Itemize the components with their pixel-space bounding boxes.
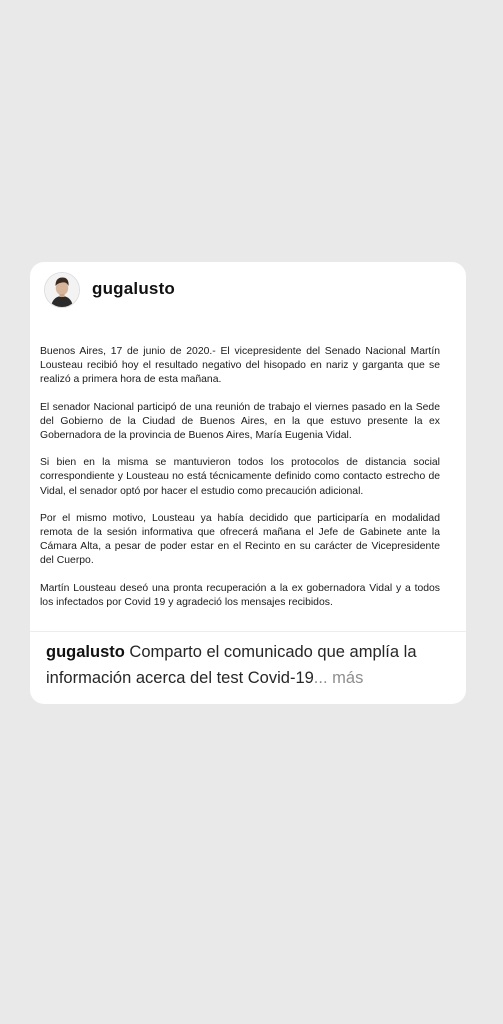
post-paragraph: Martín Lousteau deseó una pronta recuperación a la ex gobernadora Vidal y a todos los infectados por Covid 19 y agradeció los mensajes recibidos. (40, 582, 440, 608)
post-username[interactable]: gugalusto (92, 279, 176, 298)
post-image-text (40, 345, 440, 623)
more-link[interactable]: más (332, 669, 364, 687)
post-paragraph: Buenos Aires, 17 de junio de 2020.- El vicepresidente del Senado Nacional Martín Lousteau recibió hoy el resultado negativo del hisopado en nariz y garganta que se realizó a primera hora de esta mañana. (40, 346, 440, 386)
caption-text: Comparto el comunicado que amplía la información acerca del test Covid-19 (46, 643, 417, 687)
post-paragraph: Si bien en la misma se mantuvieron todos los protocolos de distancia social correspondiente y Lousteau no está técnicamente definido como contacto estrecho de Vidal, el senador optó por hacer el estudio como precaución adicional. (40, 457, 440, 497)
divider (30, 631, 466, 632)
post-header (30, 262, 466, 318)
profile-photo-icon[interactable] (44, 272, 80, 308)
post-caption (46, 639, 456, 691)
caption-username[interactable]: gugalusto (46, 643, 125, 661)
post-paragraph: Por el mismo motivo, Lousteau ya había decidido que participaría en modalidad remota de la sesión informativa que ofrecerá mañana el Jefe de Gabinete ante la Cámara Alta, a pesar de poder estar en el Recinto en su carácter de Vicepresidente del Cuerpo. (40, 512, 440, 567)
caption-ellipsis: ... (313, 669, 328, 687)
post-card (30, 262, 466, 704)
post-paragraph: El senador Nacional participó de una reunión de trabajo el viernes pasado en la Sede del Gobierno de la Ciudad de Buenos Aires, en la que estuvo presente la ex Gobernadora de la provincia de Buenos Aires, María Eugenia Vidal. (40, 401, 440, 442)
